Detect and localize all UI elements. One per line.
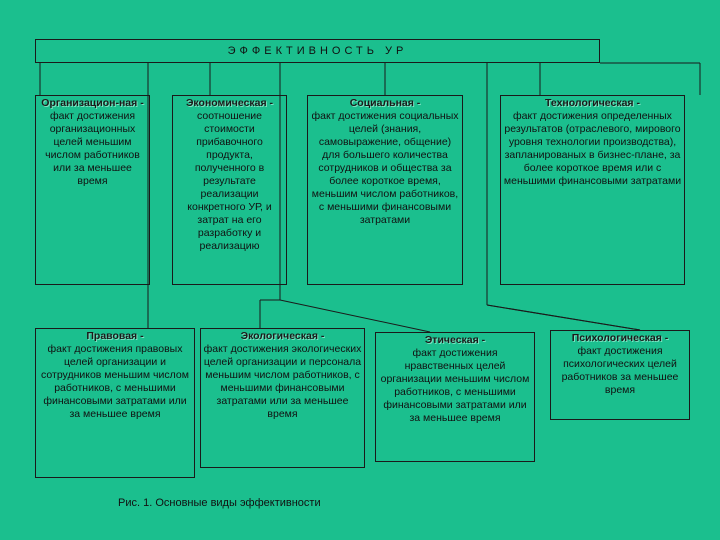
box-title: Организацион-ная - [41,97,144,109]
box-body: факт достижения правовых целей организации и сотрудников меньшим числом работников, с меньшими финансовыми затратами или за меньшее время [41,343,189,420]
box-body: факт достижения нравственных целей организации меньшим числом работников, с меньшими финансовыми затратами или за меньшее время [380,347,530,424]
box-body: факт достижения организационных целей меньшим числом работников или за меньшее время [45,110,140,187]
box-social [307,95,463,285]
box-body: факт достижения психологических целей работников за меньшее время [561,345,679,396]
box-body: факт достижения социальных целей (знания, самовыражение, общение) для большего количества сотрудников и общества за более короткое время, меньшим числом работников, с меньшими финансовыми затратами [311,110,459,226]
box-body: факт достижения определенных результатов (отраслевого, мирового уровня технологии производства), запланированых в бизнес-плане, за более короткое время или с меньшими финансовыми затратами [503,110,682,187]
page-title: ЭФФЕКТИВНОСТЬ УР [35,39,600,63]
figure-caption: Рис. 1. Основные виды эффективности [118,497,321,509]
box-title: Технологическая - [545,97,640,109]
box-title: Правовая - [86,330,144,342]
box-title: Психологическая - [571,332,669,344]
box-organizational [35,95,150,285]
box-title: Социальная - [349,97,421,109]
box-title: Этическая - [424,334,486,346]
box-body: соотношение стоимости прибавочного продукта, полученного в результате реализации конкретного УР, и затрат на его разработку и реализацию [187,110,272,252]
box-title: Экологическая - [240,330,325,342]
box-technological [500,95,685,285]
box-body: факт достижения экологических целей организации и персонала меньшим числом работников, с меньшими финансовыми затратами или за меньшее время [203,343,362,420]
box-legal [35,328,195,478]
box-ecological [200,328,365,468]
box-ethical [375,332,535,462]
box-economic [172,95,287,285]
box-psychological [550,330,690,420]
box-title: Экономическая - [185,97,274,109]
